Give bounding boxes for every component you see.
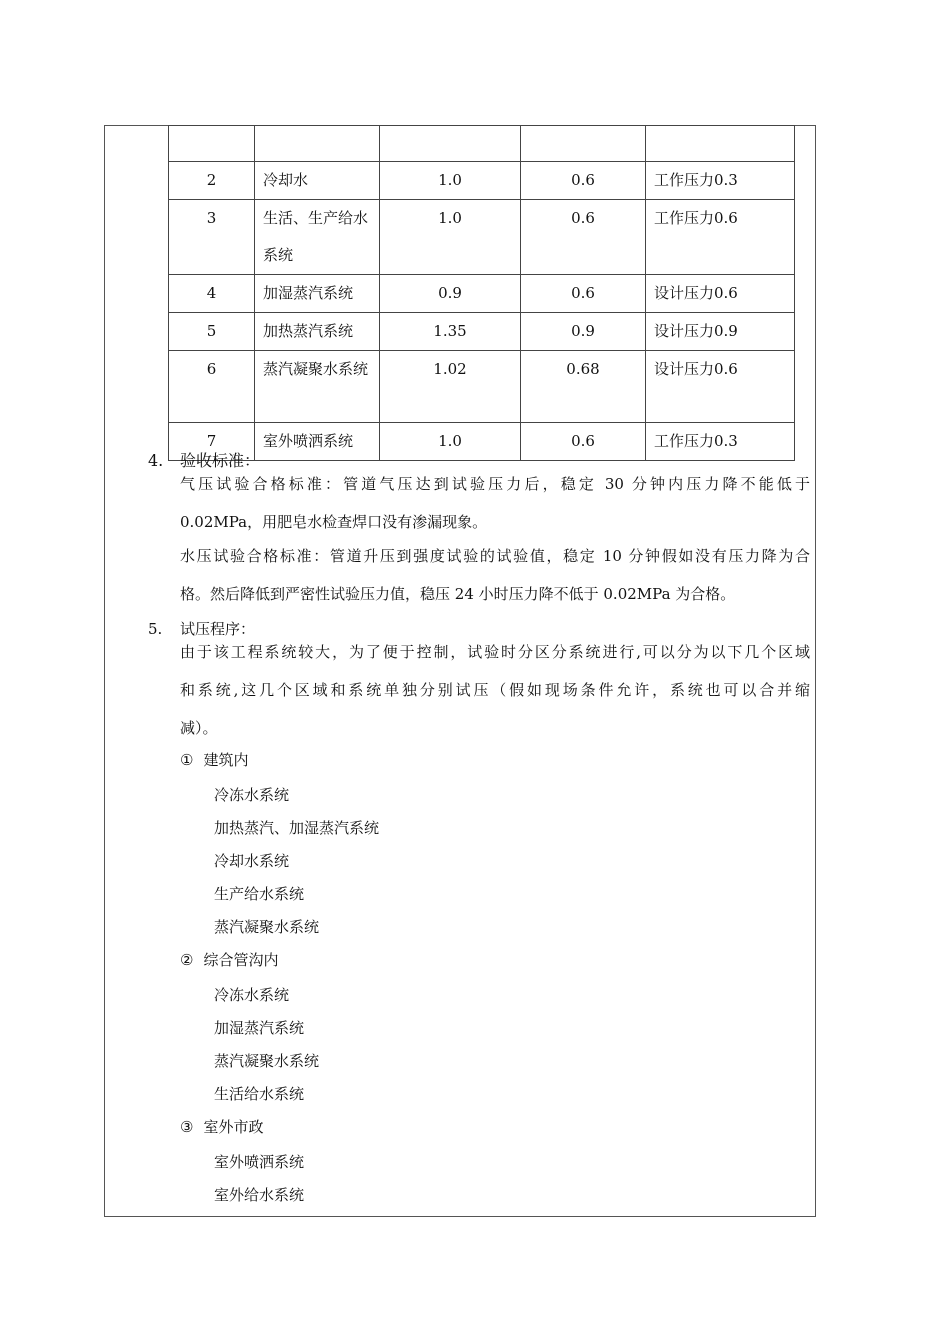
section-4-para1-line1: 气压试验合格标准：管道气压达到试验压力后，稳定 30 分钟内压力降不能低于 bbox=[180, 475, 810, 493]
table-row bbox=[169, 275, 795, 313]
cell-test-pressure: 0.9 bbox=[380, 275, 521, 313]
list-item: 蒸汽凝聚水系统 bbox=[214, 918, 320, 936]
cell-tight-pressure: 0.6 bbox=[521, 275, 646, 313]
cell-no: 7 bbox=[169, 423, 255, 461]
pressure-table bbox=[168, 125, 795, 461]
section-4-para2-line2: 格。然后降低到严密性试验压力值，稳压 24 小时压力降不低于 0.02MPa 为合格。 bbox=[180, 585, 736, 603]
table-row bbox=[169, 200, 795, 275]
table-row bbox=[169, 351, 795, 423]
cell-tight-pressure: 0.6 bbox=[521, 423, 646, 461]
cell-tight-pressure: 0.9 bbox=[521, 313, 646, 351]
table-row bbox=[169, 126, 795, 162]
cell-name: 加热蒸汽系统 bbox=[255, 313, 380, 351]
table-row bbox=[169, 423, 795, 461]
section-5-intro-line3: 减）。 bbox=[180, 719, 218, 737]
list-item: 蒸汽凝聚水系统 bbox=[214, 1052, 320, 1070]
cell-note: 工作压力0.3 bbox=[646, 162, 795, 200]
area-heading bbox=[180, 950, 278, 970]
cell-name: 蒸汽凝聚水系统 bbox=[255, 351, 380, 423]
cell-name: 生活、生产给水系统 bbox=[255, 200, 380, 275]
section-5-intro-line2: 和系统,这几个区域和系统单独分别试压（假如现场条件允许，系统也可以合并缩 bbox=[180, 681, 810, 699]
cell-test-pressure: 1.0 bbox=[380, 423, 521, 461]
area-marker: ② bbox=[180, 951, 194, 969]
cell-test-pressure: 1.0 bbox=[380, 162, 521, 200]
list-item: 生产给水系统 bbox=[214, 885, 305, 903]
cell-test-pressure: 1.02 bbox=[380, 351, 521, 423]
cell-tight-pressure bbox=[521, 126, 646, 162]
area-heading bbox=[180, 750, 248, 770]
area-marker: ① bbox=[180, 751, 194, 769]
table-row bbox=[169, 313, 795, 351]
cell-note bbox=[646, 126, 795, 162]
list-item: 冷却水系统 bbox=[214, 852, 290, 870]
cell-tight-pressure: 0.68 bbox=[521, 351, 646, 423]
cell-no: 5 bbox=[169, 313, 255, 351]
cell-test-pressure: 1.35 bbox=[380, 313, 521, 351]
cell-name: 冷却水 bbox=[255, 162, 380, 200]
cell-no: 6 bbox=[169, 351, 255, 423]
area-marker: ③ bbox=[180, 1118, 194, 1136]
area-title: 建筑内 bbox=[203, 751, 249, 769]
cell-no bbox=[169, 126, 255, 162]
cell-name bbox=[255, 126, 380, 162]
cell-name: 室外喷洒系统 bbox=[255, 423, 380, 461]
list-item: 加湿蒸汽系统 bbox=[214, 1019, 305, 1037]
cell-note: 工作压力0.3 bbox=[646, 423, 795, 461]
list-item: 室外给水系统 bbox=[214, 1186, 305, 1204]
section-5-intro-line1: 由于该工程系统较大，为了便于控制，试验时分区分系统进行,可以分为以下几个区域 bbox=[180, 643, 810, 661]
list-item: 加热蒸汽、加湿蒸汽系统 bbox=[214, 819, 380, 837]
cell-no: 2 bbox=[169, 162, 255, 200]
cell-tight-pressure: 0.6 bbox=[521, 200, 646, 275]
area-title: 综合管沟内 bbox=[203, 951, 279, 969]
section-4-heading: 验收标准： bbox=[180, 451, 261, 470]
section-4-para2-line1: 水压试验合格标准：管道升压到强度试验的试验值，稳定 10 分钟假如没有压力降为合 bbox=[180, 547, 810, 565]
cell-name: 加湿蒸汽系统 bbox=[255, 275, 380, 313]
section-4-para1-line2: 0.02MPa，用肥皂水检查焊口没有渗漏现象。 bbox=[180, 513, 488, 531]
cell-note: 设计压力0.9 bbox=[646, 313, 795, 351]
cell-note: 设计压力0.6 bbox=[646, 351, 795, 423]
cell-note: 设计压力0.6 bbox=[646, 275, 795, 313]
cell-no: 3 bbox=[169, 200, 255, 275]
cell-test-pressure bbox=[380, 126, 521, 162]
section-5-heading: 试压程序： bbox=[180, 620, 256, 638]
table-row bbox=[169, 162, 795, 200]
section-4-number: 4. bbox=[148, 451, 164, 470]
cell-test-pressure: 1.0 bbox=[380, 200, 521, 275]
section-5-number: 5. bbox=[148, 620, 163, 638]
area-title: 室外市政 bbox=[203, 1118, 264, 1136]
cell-note: 工作压力0.6 bbox=[646, 200, 795, 275]
list-item: 冷冻水系统 bbox=[214, 786, 290, 804]
list-item: 生活给水系统 bbox=[214, 1085, 305, 1103]
cell-tight-pressure: 0.6 bbox=[521, 162, 646, 200]
list-item: 室外喷洒系统 bbox=[214, 1153, 305, 1171]
list-item: 冷冻水系统 bbox=[214, 986, 290, 1004]
area-heading bbox=[180, 1117, 263, 1137]
cell-no: 4 bbox=[169, 275, 255, 313]
